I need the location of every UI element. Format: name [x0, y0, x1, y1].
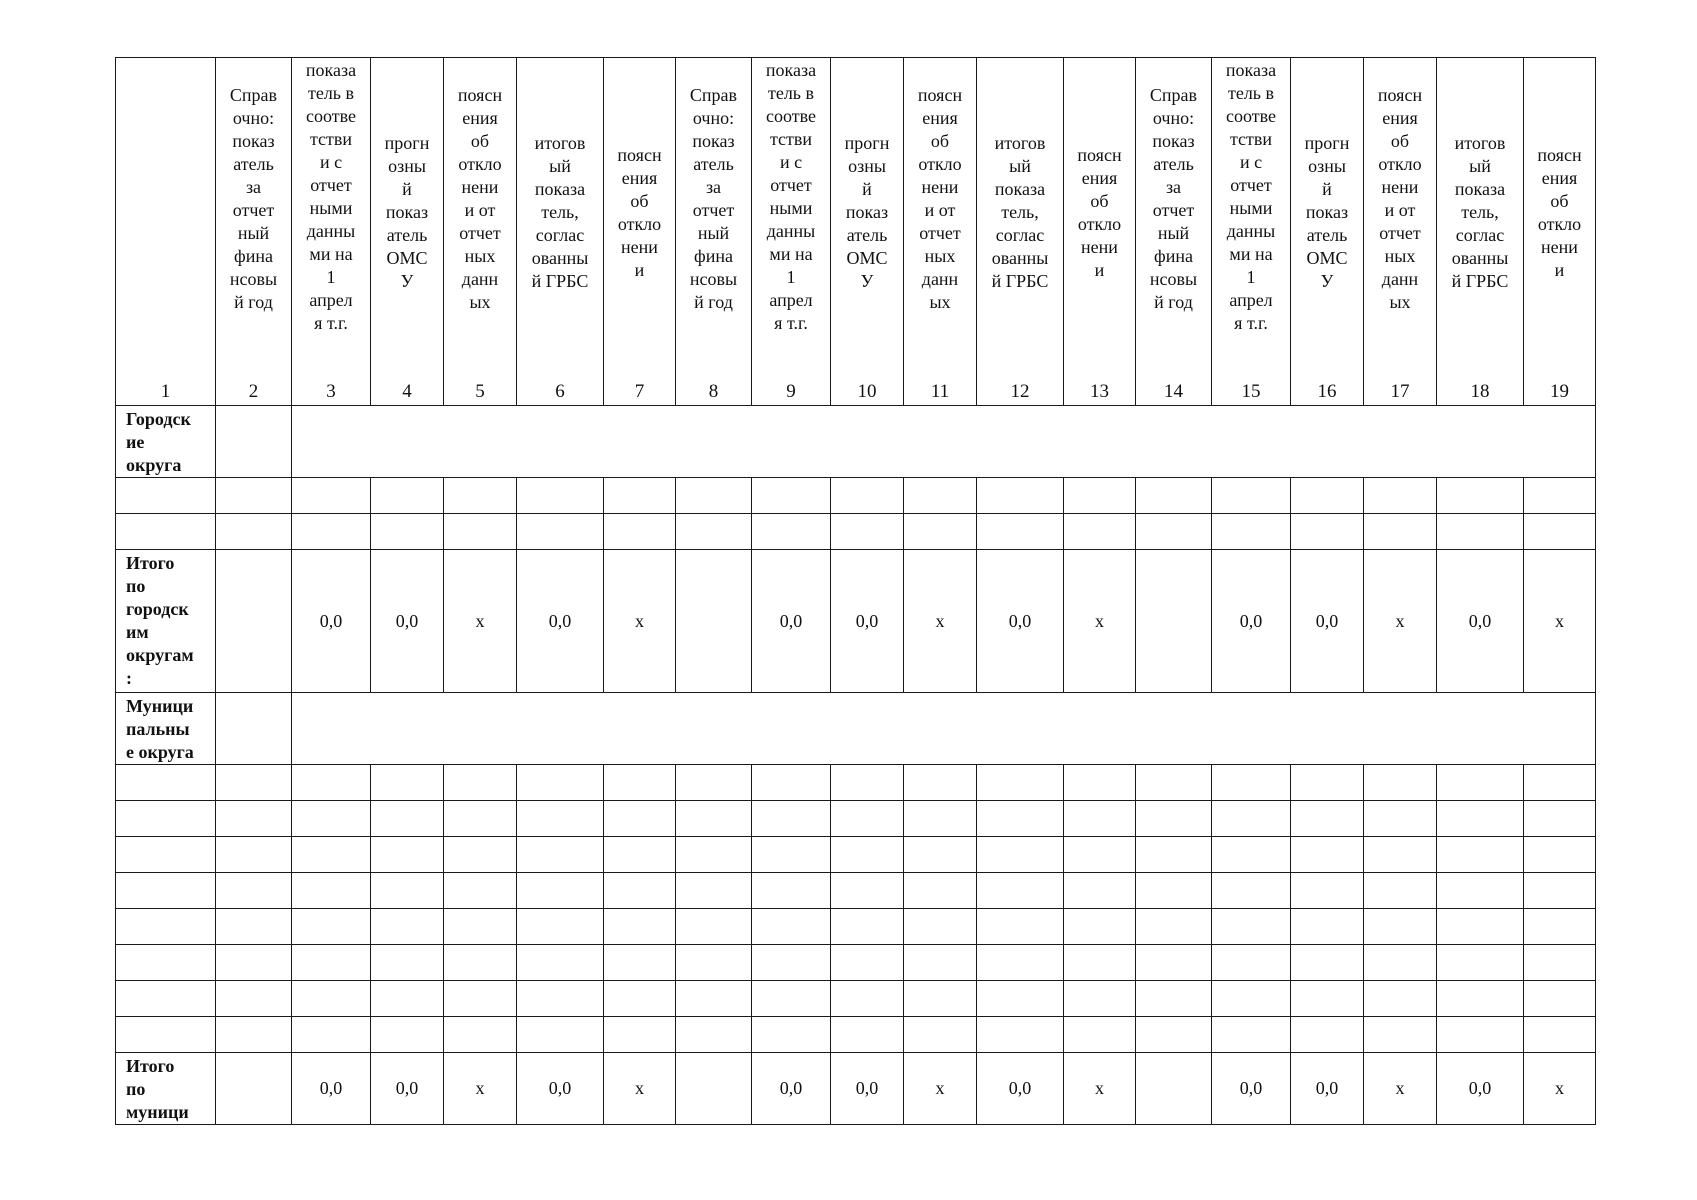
table-cell[interactable]: [517, 981, 604, 1017]
table-cell[interactable]: [676, 765, 752, 801]
table-cell[interactable]: [1364, 801, 1437, 837]
table-cell[interactable]: [752, 873, 831, 909]
table-cell[interactable]: [1524, 801, 1596, 837]
table-cell[interactable]: [1437, 837, 1524, 873]
table-row: [116, 801, 1596, 837]
section-label-urban: Городск ие округа: [116, 406, 216, 478]
table-cell[interactable]: [831, 801, 904, 837]
table-cell[interactable]: [1136, 945, 1212, 981]
total-value: [216, 550, 292, 693]
total-value: x: [1524, 550, 1596, 693]
section-row-municipal: [116, 693, 1596, 765]
total-value: 0,0: [1212, 1053, 1291, 1125]
table-cell[interactable]: [1212, 1017, 1291, 1053]
table-row: [116, 478, 1596, 514]
table-cell[interactable]: [116, 981, 216, 1017]
table-cell[interactable]: [1291, 765, 1364, 801]
total-value: x: [1364, 550, 1437, 693]
table-cell[interactable]: [1437, 909, 1524, 945]
table-cell[interactable]: [977, 514, 1064, 550]
table-row: [116, 873, 1596, 909]
table-cell[interactable]: [371, 981, 444, 1017]
table-cell[interactable]: [676, 981, 752, 1017]
table-cell[interactable]: [371, 801, 444, 837]
column-number: 10: [831, 367, 904, 406]
table-cell[interactable]: [676, 478, 752, 514]
table-cell[interactable]: [831, 514, 904, 550]
table-cell[interactable]: [1064, 765, 1136, 801]
column-number: 19: [1524, 367, 1596, 406]
table-cell[interactable]: [371, 514, 444, 550]
table-cell[interactable]: [1524, 873, 1596, 909]
table-cell[interactable]: [904, 837, 977, 873]
table-cell[interactable]: [904, 981, 977, 1017]
section-span-cell[interactable]: [292, 693, 1596, 765]
section-row-urban: [116, 406, 1596, 478]
table-cell[interactable]: [444, 981, 517, 1017]
table-cell[interactable]: [1136, 981, 1212, 1017]
table-cell[interactable]: [1437, 873, 1524, 909]
table-cell[interactable]: [517, 909, 604, 945]
table-cell[interactable]: [904, 801, 977, 837]
table-cell[interactable]: [977, 1017, 1064, 1053]
table-cell[interactable]: [1437, 945, 1524, 981]
table-cell[interactable]: [116, 514, 216, 550]
table-cell[interactable]: [216, 981, 292, 1017]
total-value: x: [1364, 1053, 1437, 1125]
table-cell[interactable]: [371, 765, 444, 801]
total-value: 0,0: [517, 550, 604, 693]
table-cell[interactable]: [604, 837, 676, 873]
table-cell[interactable]: [977, 945, 1064, 981]
table-cell[interactable]: [904, 1017, 977, 1053]
total-value: x: [1064, 550, 1136, 693]
table-cell[interactable]: [831, 478, 904, 514]
total-value: [676, 1053, 752, 1125]
table-cell[interactable]: [831, 873, 904, 909]
table-cell[interactable]: [216, 1017, 292, 1053]
table-cell[interactable]: [1064, 1017, 1136, 1053]
table-cell[interactable]: [904, 478, 977, 514]
table-cell[interactable]: [444, 945, 517, 981]
table-cell[interactable]: [216, 514, 292, 550]
header-cell-2: Справ очно: показ атель за отчет ный фина нсовы й год: [216, 58, 292, 368]
table-cell[interactable]: [371, 909, 444, 945]
table-cell[interactable]: [371, 945, 444, 981]
table-cell[interactable]: [676, 909, 752, 945]
total-value: 0,0: [977, 1053, 1064, 1125]
header-cell-9: показа тель в соотве тстви и с отчет ными данны ми на 1 апрел я т.г.: [752, 58, 831, 368]
table-cell[interactable]: [1136, 801, 1212, 837]
column-number: 2: [216, 367, 292, 406]
table-cell[interactable]: [292, 1017, 371, 1053]
header-cell-8: Справ очно: показ атель за отчет ный фина нсовы й год: [676, 58, 752, 368]
total-value: 0,0: [977, 550, 1064, 693]
total-value: x: [604, 550, 676, 693]
column-number: 13: [1064, 367, 1136, 406]
header-cell-11: поясн ения об откло нени и от отчет ных данн ых: [904, 58, 977, 368]
table-cell[interactable]: [1136, 873, 1212, 909]
total-value: 0,0: [831, 550, 904, 693]
table-cell[interactable]: [216, 873, 292, 909]
header-cell-10: прогн озны й показ атель ОМС У: [831, 58, 904, 368]
table-cell[interactable]: [1364, 514, 1437, 550]
total-value: 0,0: [371, 550, 444, 693]
column-number: 5: [444, 367, 517, 406]
table-cell[interactable]: [1437, 478, 1524, 514]
table-cell[interactable]: [444, 801, 517, 837]
total-value: [676, 550, 752, 693]
table-cell[interactable]: [371, 478, 444, 514]
total-value: x: [444, 1053, 517, 1125]
table-cell[interactable]: [517, 1017, 604, 1053]
table-cell[interactable]: [1524, 478, 1596, 514]
header-cell-14: Справ очно: показ атель за отчет ный фина нсовы й год: [1136, 58, 1212, 368]
table-cell[interactable]: [116, 909, 216, 945]
table-cell[interactable]: [904, 765, 977, 801]
total-value: 0,0: [752, 1053, 831, 1125]
table-cell[interactable]: [1136, 514, 1212, 550]
table-row: [116, 1017, 1596, 1053]
table-cell[interactable]: [604, 909, 676, 945]
table-row: [116, 514, 1596, 550]
header-cell-5: поясн ения об откло нени и от отчет ных данн ых: [444, 58, 517, 368]
table-cell[interactable]: [604, 478, 676, 514]
table-cell[interactable]: [831, 945, 904, 981]
table-cell[interactable]: [1212, 514, 1291, 550]
table-cell[interactable]: [1524, 945, 1596, 981]
total-value: 0,0: [1437, 550, 1524, 693]
table-row: [116, 837, 1596, 873]
table-cell[interactable]: [216, 945, 292, 981]
total-value: 0,0: [1437, 1053, 1524, 1125]
total-value: x: [904, 550, 977, 693]
column-number: 1: [116, 367, 216, 406]
total-value: 0,0: [1212, 550, 1291, 693]
table-cell[interactable]: [444, 478, 517, 514]
table-cell[interactable]: [116, 765, 216, 801]
table-cell[interactable]: [1524, 837, 1596, 873]
table-cell[interactable]: [604, 801, 676, 837]
table-cell[interactable]: [752, 945, 831, 981]
section-span-cell[interactable]: [292, 406, 1596, 478]
total-value: 0,0: [292, 550, 371, 693]
table-cell[interactable]: [517, 801, 604, 837]
table-cell[interactable]: [1524, 765, 1596, 801]
total-row-urban: [116, 550, 1596, 693]
total-value: x: [904, 1053, 977, 1125]
table-cell[interactable]: [977, 909, 1064, 945]
table-cell[interactable]: [1364, 981, 1437, 1017]
table-cell[interactable]: [977, 801, 1064, 837]
table-cell[interactable]: [1437, 801, 1524, 837]
table-cell[interactable]: [292, 909, 371, 945]
table-cell[interactable]: [752, 909, 831, 945]
table-cell[interactable]: [371, 873, 444, 909]
table-cell[interactable]: [1524, 981, 1596, 1017]
total-row-municipal: [116, 1053, 1596, 1125]
table-cell[interactable]: [517, 765, 604, 801]
column-number: 17: [1364, 367, 1437, 406]
table-cell[interactable]: [676, 837, 752, 873]
table-cell[interactable]: [1524, 909, 1596, 945]
table-cell[interactable]: [904, 514, 977, 550]
table-cell[interactable]: [1212, 909, 1291, 945]
table-cell[interactable]: [292, 765, 371, 801]
column-number: 6: [517, 367, 604, 406]
table-row: [116, 765, 1596, 801]
table-cell[interactable]: [1064, 945, 1136, 981]
table-cell[interactable]: [1364, 765, 1437, 801]
table-cell[interactable]: [676, 514, 752, 550]
table-cell[interactable]: [752, 837, 831, 873]
table-cell[interactable]: [1524, 1017, 1596, 1053]
header-cell-3: показа тель в соотве тстви и с отчет ными данны ми на 1 апрел я т.г.: [292, 58, 371, 368]
total-label-municipal: Итого по муници: [116, 1053, 216, 1125]
table-cell[interactable]: [292, 801, 371, 837]
table-cell[interactable]: [1291, 478, 1364, 514]
table-cell[interactable]: [977, 765, 1064, 801]
column-number-row: [116, 367, 1596, 406]
header-cell-4: прогн озны й показ атель ОМС У: [371, 58, 444, 368]
total-value: [1136, 550, 1212, 693]
table-cell[interactable]: [752, 514, 831, 550]
table-cell[interactable]: [1364, 837, 1437, 873]
column-number: 15: [1212, 367, 1291, 406]
table-cell[interactable]: [676, 873, 752, 909]
table-cell[interactable]: [444, 1017, 517, 1053]
table-cell[interactable]: [831, 981, 904, 1017]
total-value: 0,0: [752, 550, 831, 693]
table-cell[interactable]: [116, 873, 216, 909]
table-cell[interactable]: [517, 514, 604, 550]
header-cell-1: [116, 58, 216, 368]
table-row: [116, 909, 1596, 945]
table-cell[interactable]: [216, 693, 292, 765]
table-cell[interactable]: [1212, 478, 1291, 514]
table-cell[interactable]: [444, 765, 517, 801]
table-cell[interactable]: [116, 801, 216, 837]
table-cell[interactable]: [1136, 837, 1212, 873]
table-cell[interactable]: [1291, 801, 1364, 837]
table-cell[interactable]: [116, 837, 216, 873]
column-number: 12: [977, 367, 1064, 406]
table-cell[interactable]: [604, 1017, 676, 1053]
header-cell-17: поясн ения об откло нени и от отчет ных данн ых: [1364, 58, 1437, 368]
column-number: 7: [604, 367, 676, 406]
column-number: 4: [371, 367, 444, 406]
table-cell[interactable]: [1212, 765, 1291, 801]
table-cell[interactable]: [977, 837, 1064, 873]
header-cell-16: прогн озны й показ атель ОМС У: [1291, 58, 1364, 368]
header-cell-19: поясн ения об откло нени и: [1524, 58, 1596, 368]
table-cell[interactable]: [116, 478, 216, 514]
table-cell[interactable]: [1291, 837, 1364, 873]
table-cell[interactable]: [216, 765, 292, 801]
table-row: [116, 981, 1596, 1017]
table-cell[interactable]: [292, 837, 371, 873]
table-cell[interactable]: [116, 1017, 216, 1053]
table-cell[interactable]: [517, 837, 604, 873]
table-cell[interactable]: [831, 837, 904, 873]
report-table: [115, 57, 1596, 1125]
table-cell[interactable]: [1136, 478, 1212, 514]
table-cell[interactable]: [1064, 873, 1136, 909]
table-cell[interactable]: [517, 478, 604, 514]
table-cell[interactable]: [752, 801, 831, 837]
table-cell[interactable]: [517, 945, 604, 981]
table-cell[interactable]: [1212, 837, 1291, 873]
table-cell[interactable]: [1437, 514, 1524, 550]
column-number: 9: [752, 367, 831, 406]
column-number: 16: [1291, 367, 1364, 406]
table-cell[interactable]: [444, 837, 517, 873]
table-cell[interactable]: [1364, 945, 1437, 981]
table-cell[interactable]: [1136, 909, 1212, 945]
table-cell[interactable]: [1212, 981, 1291, 1017]
header-cell-7: поясн ения об откло нени и: [604, 58, 676, 368]
table-cell[interactable]: [831, 909, 904, 945]
table-cell[interactable]: [752, 765, 831, 801]
section-label-municipal: Муници пальны е округа: [116, 693, 216, 765]
table-cell[interactable]: [1437, 765, 1524, 801]
table-cell[interactable]: [1291, 514, 1364, 550]
table-cell[interactable]: [444, 514, 517, 550]
table-cell[interactable]: [216, 478, 292, 514]
table-cell[interactable]: [1136, 1017, 1212, 1053]
table-cell[interactable]: [604, 765, 676, 801]
header-cell-6: итогов ый показа тель, соглас ованны й ГРБС: [517, 58, 604, 368]
table-cell[interactable]: [604, 945, 676, 981]
table-cell[interactable]: [1364, 1017, 1437, 1053]
column-number: 8: [676, 367, 752, 406]
table-cell[interactable]: [216, 909, 292, 945]
total-label-urban: Итого по городск им округам :: [116, 550, 216, 693]
table-cell[interactable]: [676, 945, 752, 981]
total-value: 0,0: [517, 1053, 604, 1125]
table-cell[interactable]: [1291, 1017, 1364, 1053]
table-cell[interactable]: [604, 981, 676, 1017]
table-cell[interactable]: [904, 909, 977, 945]
table-row: [116, 945, 1596, 981]
table-cell[interactable]: [604, 873, 676, 909]
column-number: 11: [904, 367, 977, 406]
table-cell[interactable]: [1364, 909, 1437, 945]
table-cell[interactable]: [752, 1017, 831, 1053]
total-value: 0,0: [371, 1053, 444, 1125]
table-cell[interactable]: [752, 981, 831, 1017]
table-cell[interactable]: [977, 873, 1064, 909]
total-value: 0,0: [1291, 1053, 1364, 1125]
table-cell[interactable]: [216, 837, 292, 873]
total-value: x: [1524, 1053, 1596, 1125]
header-cell-15: показа тель в соотве тстви и с отчет ными данны ми на 1 апрел я т.г.: [1212, 58, 1291, 368]
total-value: 0,0: [1291, 550, 1364, 693]
table-cell[interactable]: [977, 478, 1064, 514]
table-cell[interactable]: [1291, 909, 1364, 945]
table-cell[interactable]: [752, 478, 831, 514]
table-cell[interactable]: [604, 514, 676, 550]
table-cell[interactable]: [1212, 801, 1291, 837]
table-cell[interactable]: [444, 909, 517, 945]
header-cell-12: итогов ый показа тель, соглас ованны й ГРБС: [977, 58, 1064, 368]
table-cell[interactable]: [1364, 873, 1437, 909]
table-cell[interactable]: [1064, 981, 1136, 1017]
table-cell[interactable]: [292, 873, 371, 909]
table-cell[interactable]: [1291, 873, 1364, 909]
total-value: [1136, 1053, 1212, 1125]
table-cell[interactable]: [1064, 801, 1136, 837]
table-cell[interactable]: [1437, 1017, 1524, 1053]
table-cell[interactable]: [292, 478, 371, 514]
total-value: 0,0: [292, 1053, 371, 1125]
table-cell[interactable]: [216, 406, 292, 478]
table-cell[interactable]: [1064, 909, 1136, 945]
table-cell[interactable]: [444, 873, 517, 909]
column-number: 3: [292, 367, 371, 406]
table-cell[interactable]: [904, 945, 977, 981]
header-cell-18: итогов ый показа тель, соглас ованны й ГРБС: [1437, 58, 1524, 368]
total-value: x: [444, 550, 517, 693]
table-cell[interactable]: [371, 1017, 444, 1053]
table-cell[interactable]: [977, 981, 1064, 1017]
total-value: [216, 1053, 292, 1125]
table-cell[interactable]: [1291, 945, 1364, 981]
table-cell[interactable]: [831, 1017, 904, 1053]
table-cell[interactable]: [371, 837, 444, 873]
table-cell[interactable]: [1364, 478, 1437, 514]
table-cell[interactable]: [1291, 981, 1364, 1017]
total-value: x: [604, 1053, 676, 1125]
table-cell[interactable]: [1524, 514, 1596, 550]
table-cell[interactable]: [904, 873, 977, 909]
table-cell[interactable]: [1212, 945, 1291, 981]
table-cell[interactable]: [116, 945, 216, 981]
total-value: 0,0: [831, 1053, 904, 1125]
table-cell[interactable]: [831, 765, 904, 801]
table-cell[interactable]: [216, 801, 292, 837]
total-value: x: [1064, 1053, 1136, 1125]
table-cell[interactable]: [517, 873, 604, 909]
column-number: 18: [1437, 367, 1524, 406]
table-cell[interactable]: [1064, 478, 1136, 514]
header-row: [116, 58, 1596, 368]
header-cell-13: поясн ения об откло нени и: [1064, 58, 1136, 368]
table-cell[interactable]: [1136, 765, 1212, 801]
table-cell[interactable]: [1064, 837, 1136, 873]
table-cell[interactable]: [292, 514, 371, 550]
column-number: 14: [1136, 367, 1212, 406]
table-cell[interactable]: [676, 1017, 752, 1053]
table-cell[interactable]: [1064, 514, 1136, 550]
table-cell[interactable]: [1212, 873, 1291, 909]
table-cell[interactable]: [1437, 981, 1524, 1017]
table-cell[interactable]: [292, 981, 371, 1017]
table-cell[interactable]: [676, 801, 752, 837]
table-cell[interactable]: [292, 945, 371, 981]
